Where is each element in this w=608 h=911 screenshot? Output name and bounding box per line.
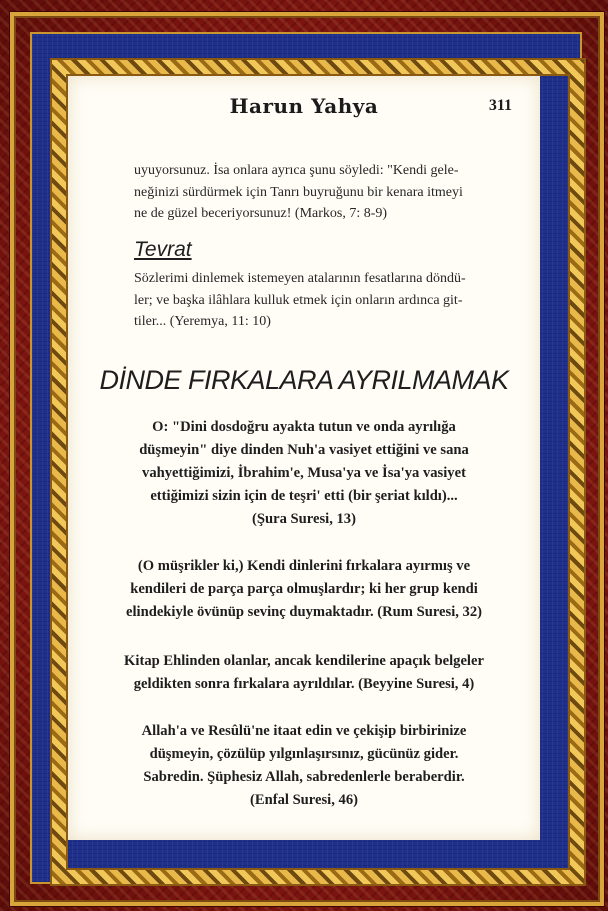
- verse-line: Kitap Ehlinden olanlar, ancak kendilerine apaçık belgeler: [124, 653, 484, 669]
- verse-block: [100, 555, 508, 624]
- verse-line: geldikten sonra fırkalara ayrıldılar. (Beyyine Suresi, 4): [133, 676, 475, 692]
- text-line: uyuyorsunuz. İsa onlara ayrıca şunu söyledi: "Kendi gele-: [134, 163, 459, 178]
- verse-line: düşmeyin, çözülüp yılgınlaşırsınız, gücünüz gider.: [149, 746, 459, 762]
- text-line: neğinizi sürdürmek için Tanrı buyruğunu bir kenara itmeyi: [134, 184, 463, 200]
- verse-block: [100, 720, 508, 812]
- tevrat-heading: Tevrat: [134, 238, 192, 261]
- verse-line: düşmeyin" diye dinden Nuh'a vasiyet ettiğini ve sana: [139, 442, 469, 458]
- verse-line: Allah'a ve Resûlü'ne itaat edin ve çekişip birbirinize: [141, 723, 467, 739]
- verse-line: Sabredin. Şüphesiz Allah, sabredenlerle beraberdir.: [143, 769, 465, 785]
- running-header-title: Harun Yahya: [229, 94, 379, 118]
- verse-line: vahyettiğimizi, İbrahim'e, Musa'ya ve İsa'ya vasiyet: [142, 465, 466, 481]
- verse-line: elindekiyle övünüp sevinç duymaktadır. (Rum Suresi, 32): [126, 604, 482, 620]
- verse-line: O: "Dini dosdoğru ayakta tutun ve onda ayrılığa: [152, 419, 456, 435]
- text-line: ne de güzel beceriyorsunuz! (Markos, 7: 8-9): [134, 206, 388, 221]
- verse-block: [100, 650, 508, 696]
- text-line: ler; ve başka ilâhlara kulluk etmek için onların ardınca git-: [134, 292, 463, 308]
- text-line: tiler... (Yeremya, 11: 10): [134, 314, 271, 329]
- chapter-title: DİNDE FIRKALARA AYRILMAMAK: [99, 365, 509, 395]
- verse-block: [100, 416, 508, 531]
- verse-reference: (Enfal Suresi, 46): [250, 792, 358, 808]
- verse-line: kendileri de parça parça olmuşlardır; ki her grup kendi: [130, 581, 478, 597]
- tevrat-paragraph: [134, 268, 502, 333]
- verse-reference: (Şura Suresi, 13): [252, 511, 356, 527]
- verse-line: (O müşrikler ki,) Kendi dinlerini fırkalara ayırmış ve: [137, 558, 471, 574]
- verse-line: ettiğimizi sizin için de teşri' etti (bir şeriat kıldı)...: [150, 488, 458, 504]
- page-number: 311: [488, 97, 512, 114]
- intro-paragraph: [134, 160, 502, 225]
- text-line: Sözlerimi dinlemek istemeyen atalarının fesatlarına döndü-: [134, 271, 466, 286]
